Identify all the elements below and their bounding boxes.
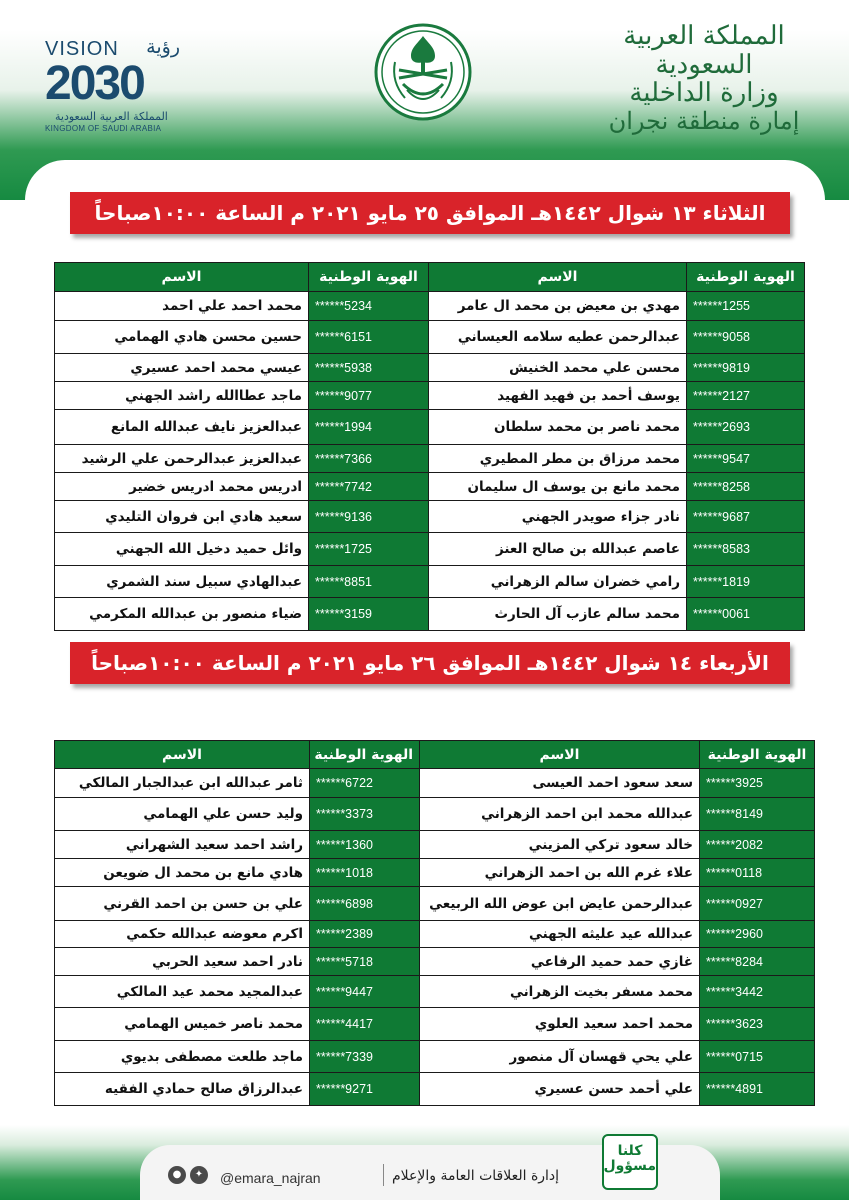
name-cell: وائل حميد دخيل الله الجهني bbox=[55, 533, 309, 566]
name-cell: محمد مسفر بخيت الزهراني bbox=[420, 976, 700, 1008]
social-handle[interactable]: @emara_najran bbox=[220, 1170, 321, 1186]
social-icons bbox=[168, 1166, 208, 1184]
national-id-cell: ******2693 bbox=[687, 410, 805, 445]
header-national-id: الهوية الوطنية bbox=[687, 263, 805, 292]
name-cell: علي أحمد حسن عسيري bbox=[420, 1073, 700, 1106]
national-id-cell: ******5938 bbox=[309, 354, 429, 382]
header-national-id: الهوية الوطنية bbox=[700, 741, 815, 769]
snapchat-icon[interactable]: ● bbox=[168, 1166, 186, 1184]
session-banner-2: الأربعاء ١٤ شوال ١٤٤٢هـ الموافق ٢٦ مايو ٢٠٢١ م الساعة ١٠:٠٠صباحاً bbox=[70, 642, 790, 684]
table-row bbox=[55, 292, 805, 321]
table-row bbox=[55, 769, 815, 798]
table-row bbox=[55, 566, 805, 598]
national-id-cell: ******3159 bbox=[309, 598, 429, 631]
header-name: الاسم bbox=[429, 263, 687, 292]
national-id-cell: ******3623 bbox=[700, 1008, 815, 1041]
national-id-cell: ******0061 bbox=[687, 598, 805, 631]
vision-2030-logo bbox=[45, 38, 190, 133]
name-cell: عبدالعزيز عبدالرحمن علي الرشيد bbox=[55, 445, 309, 473]
national-id-cell: ******9687 bbox=[687, 501, 805, 533]
national-id-cell: ******9136 bbox=[309, 501, 429, 533]
national-id-cell: ******1255 bbox=[687, 292, 805, 321]
name-cell: عبدالرحمن عايض ابن عوض الله الربيعي bbox=[420, 887, 700, 921]
table-header-row bbox=[55, 263, 805, 292]
national-id-cell: ******7366 bbox=[309, 445, 429, 473]
name-cell: عبدالله عيد عليثه الجهني bbox=[420, 921, 700, 948]
department-name: إدارة العلاقات العامة والإعلام bbox=[392, 1168, 560, 1184]
name-cell: عيسي محمد احمد عسيري bbox=[55, 354, 309, 382]
header-national-id: الهوية الوطنية bbox=[309, 263, 429, 292]
name-cell: ادريس محمد ادريس خضير bbox=[55, 473, 309, 501]
ministry-kingdom: المملكة العربية السعودية bbox=[623, 21, 785, 80]
national-id-cell: ******2960 bbox=[700, 921, 815, 948]
national-id-cell: ******5234 bbox=[309, 292, 429, 321]
name-cell: عبدالعزيز نايف عبدالله المانع bbox=[55, 410, 309, 445]
table-row bbox=[55, 948, 815, 976]
ministry-najran: إمارة منطقة نجران bbox=[608, 106, 800, 135]
name-cell: خالد سعود تركي المزيني bbox=[420, 831, 700, 859]
national-id-cell: ******1725 bbox=[309, 533, 429, 566]
national-id-cell: ******3373 bbox=[310, 798, 420, 831]
national-id-cell: ******8583 bbox=[687, 533, 805, 566]
name-cell: نادر احمد سعيد الحربي bbox=[55, 948, 310, 976]
session-banner-1: الثلاثاء ١٣ شوال ١٤٤٢هـ الموافق ٢٥ مايو ٢٠٢١ م الساعة ١٠:٠٠صباحاً bbox=[70, 192, 790, 234]
table-row bbox=[55, 473, 805, 501]
national-id-cell: ******1360 bbox=[310, 831, 420, 859]
national-id-cell: ******9447 bbox=[310, 976, 420, 1008]
vision-year: 2030 bbox=[45, 57, 144, 110]
table-row bbox=[55, 859, 815, 887]
name-cell: ضياء منصور بن عبدالله المكرمي bbox=[55, 598, 309, 631]
vision-country-en: KINGDOM OF SAUDI ARABIA bbox=[45, 124, 162, 133]
ministry-emblem-icon bbox=[373, 22, 473, 122]
name-cell: محمد احمد علي احمد bbox=[55, 292, 309, 321]
table-row bbox=[55, 831, 815, 859]
name-cell: رامي خضران سالم الزهراني bbox=[429, 566, 687, 598]
national-id-cell: ******3925 bbox=[700, 769, 815, 798]
name-cell: عاصم عبدالله بن صالح العنز bbox=[429, 533, 687, 566]
header-name: الاسم bbox=[55, 263, 309, 292]
name-cell: مهدي بن معيض بن محمد ال عامر bbox=[429, 292, 687, 321]
name-cell: علاء غرم الله بن احمد الزهراني bbox=[420, 859, 700, 887]
national-id-cell: ******8284 bbox=[700, 948, 815, 976]
name-cell: راشد احمد سعيد الشهراني bbox=[55, 831, 310, 859]
name-cell: عبدالمجيد محمد عيد المالكي bbox=[55, 976, 310, 1008]
national-id-cell: ******3442 bbox=[700, 976, 815, 1008]
national-id-cell: ******9819 bbox=[687, 354, 805, 382]
name-cell: علي يحي قهسان آل منصور bbox=[420, 1041, 700, 1073]
national-id-cell: ******9077 bbox=[309, 382, 429, 410]
name-cell: عبدالهادي سبيل سند الشمري bbox=[55, 566, 309, 598]
national-id-cell: ******5718 bbox=[310, 948, 420, 976]
table-row bbox=[55, 321, 805, 354]
table-row bbox=[55, 598, 805, 631]
table-row bbox=[55, 921, 815, 948]
national-id-cell: ******8149 bbox=[700, 798, 815, 831]
table-row bbox=[55, 887, 815, 921]
national-id-cell: ******1819 bbox=[687, 566, 805, 598]
national-id-cell: ******9547 bbox=[687, 445, 805, 473]
national-id-cell: ******2082 bbox=[700, 831, 815, 859]
table-row bbox=[55, 382, 805, 410]
table-row bbox=[55, 533, 805, 566]
session-table-1 bbox=[55, 262, 805, 631]
table-row bbox=[55, 1041, 815, 1073]
name-cell: نادر جزاء صويدر الجهني bbox=[429, 501, 687, 533]
table-row bbox=[55, 976, 815, 1008]
national-id-cell: ******0927 bbox=[700, 887, 815, 921]
name-cell: محمد احمد سعيد العلوي bbox=[420, 1008, 700, 1041]
table-row bbox=[55, 1073, 815, 1106]
national-id-cell: ******0715 bbox=[700, 1041, 815, 1073]
table-row bbox=[55, 410, 805, 445]
name-cell: ماجد طلعت مصطفى بديوي bbox=[55, 1041, 310, 1073]
table-row bbox=[55, 354, 805, 382]
table-header-row bbox=[55, 741, 815, 769]
name-cell: عبدالله محمد ابن احمد الزهراني bbox=[420, 798, 700, 831]
table-row bbox=[55, 1008, 815, 1041]
slogan-badge: كلنا مسؤول bbox=[602, 1134, 658, 1190]
vision-label-ar: رؤية bbox=[146, 36, 180, 58]
national-id-cell: ******6151 bbox=[309, 321, 429, 354]
table-row bbox=[55, 445, 805, 473]
table-row bbox=[55, 501, 805, 533]
ministry-interior: وزارة الداخلية bbox=[629, 78, 779, 109]
name-cell: ثامر عبدالله ابن عبدالجبار المالكي bbox=[55, 769, 310, 798]
national-id-cell: ******2127 bbox=[687, 382, 805, 410]
name-cell: محمد ناصر خميس الهمامي bbox=[55, 1008, 310, 1041]
table-row bbox=[55, 798, 815, 831]
national-id-cell: ******4417 bbox=[310, 1008, 420, 1041]
name-cell: يوسف أحمد بن فهيد الفهيد bbox=[429, 382, 687, 410]
national-id-cell: ******1018 bbox=[310, 859, 420, 887]
name-cell: سعد سعود احمد العيسى bbox=[420, 769, 700, 798]
header-name: الاسم bbox=[420, 741, 700, 769]
name-cell: محمد سالم عازب آل الحارث bbox=[429, 598, 687, 631]
header-name: الاسم bbox=[55, 741, 310, 769]
national-id-cell: ******7339 bbox=[310, 1041, 420, 1073]
name-cell: ماجد عطاالله راشد الجهني bbox=[55, 382, 309, 410]
national-id-cell: ******1994 bbox=[309, 410, 429, 445]
name-cell: اكرم معوضه عبدالله حكمي bbox=[55, 921, 310, 948]
national-id-cell: ******0118 bbox=[700, 859, 815, 887]
national-id-cell: ******9271 bbox=[310, 1073, 420, 1106]
session-table-2 bbox=[55, 740, 815, 1106]
name-cell: عبدالرزاق صالح حمادي الفقيه bbox=[55, 1073, 310, 1106]
name-cell: عبدالرحمن عطيه سلامه العيساني bbox=[429, 321, 687, 354]
name-cell: وليد حسن علي الهمامي bbox=[55, 798, 310, 831]
national-id-cell: ******6898 bbox=[310, 887, 420, 921]
name-cell: محسن علي محمد الخنيش bbox=[429, 354, 687, 382]
name-cell: محمد ناصر بن محمد سلطان bbox=[429, 410, 687, 445]
national-id-cell: ******9058 bbox=[687, 321, 805, 354]
national-id-cell: ******8851 bbox=[309, 566, 429, 598]
vision-country-ar: المملكة العربية السعودية bbox=[55, 110, 168, 123]
name-cell: محمد مرزاق بن مطر المطيري bbox=[429, 445, 687, 473]
national-id-cell: ******2389 bbox=[310, 921, 420, 948]
name-cell: سعيد هادي ابن فروان التليدي bbox=[55, 501, 309, 533]
header-national-id: الهوية الوطنية bbox=[310, 741, 420, 769]
name-cell: حسين محسن هادي الهمامي bbox=[55, 321, 309, 354]
name-cell: غازي حمد حميد الرفاعي bbox=[420, 948, 700, 976]
national-id-cell: ******4891 bbox=[700, 1073, 815, 1106]
name-cell: محمد مانع بن يوسف ال سليمان bbox=[429, 473, 687, 501]
national-id-cell: ******6722 bbox=[310, 769, 420, 798]
name-cell: هادي مانع بن محمد ال ضويعن bbox=[55, 859, 310, 887]
vision-label: VISION bbox=[45, 38, 119, 60]
name-cell: علي بن حسن بن احمد القرني bbox=[55, 887, 310, 921]
footer-divider bbox=[383, 1164, 384, 1186]
national-id-cell: ******8258 bbox=[687, 473, 805, 501]
twitter-icon[interactable]: ✦ bbox=[190, 1166, 208, 1184]
national-id-cell: ******7742 bbox=[309, 473, 429, 501]
ministry-title bbox=[589, 22, 819, 134]
